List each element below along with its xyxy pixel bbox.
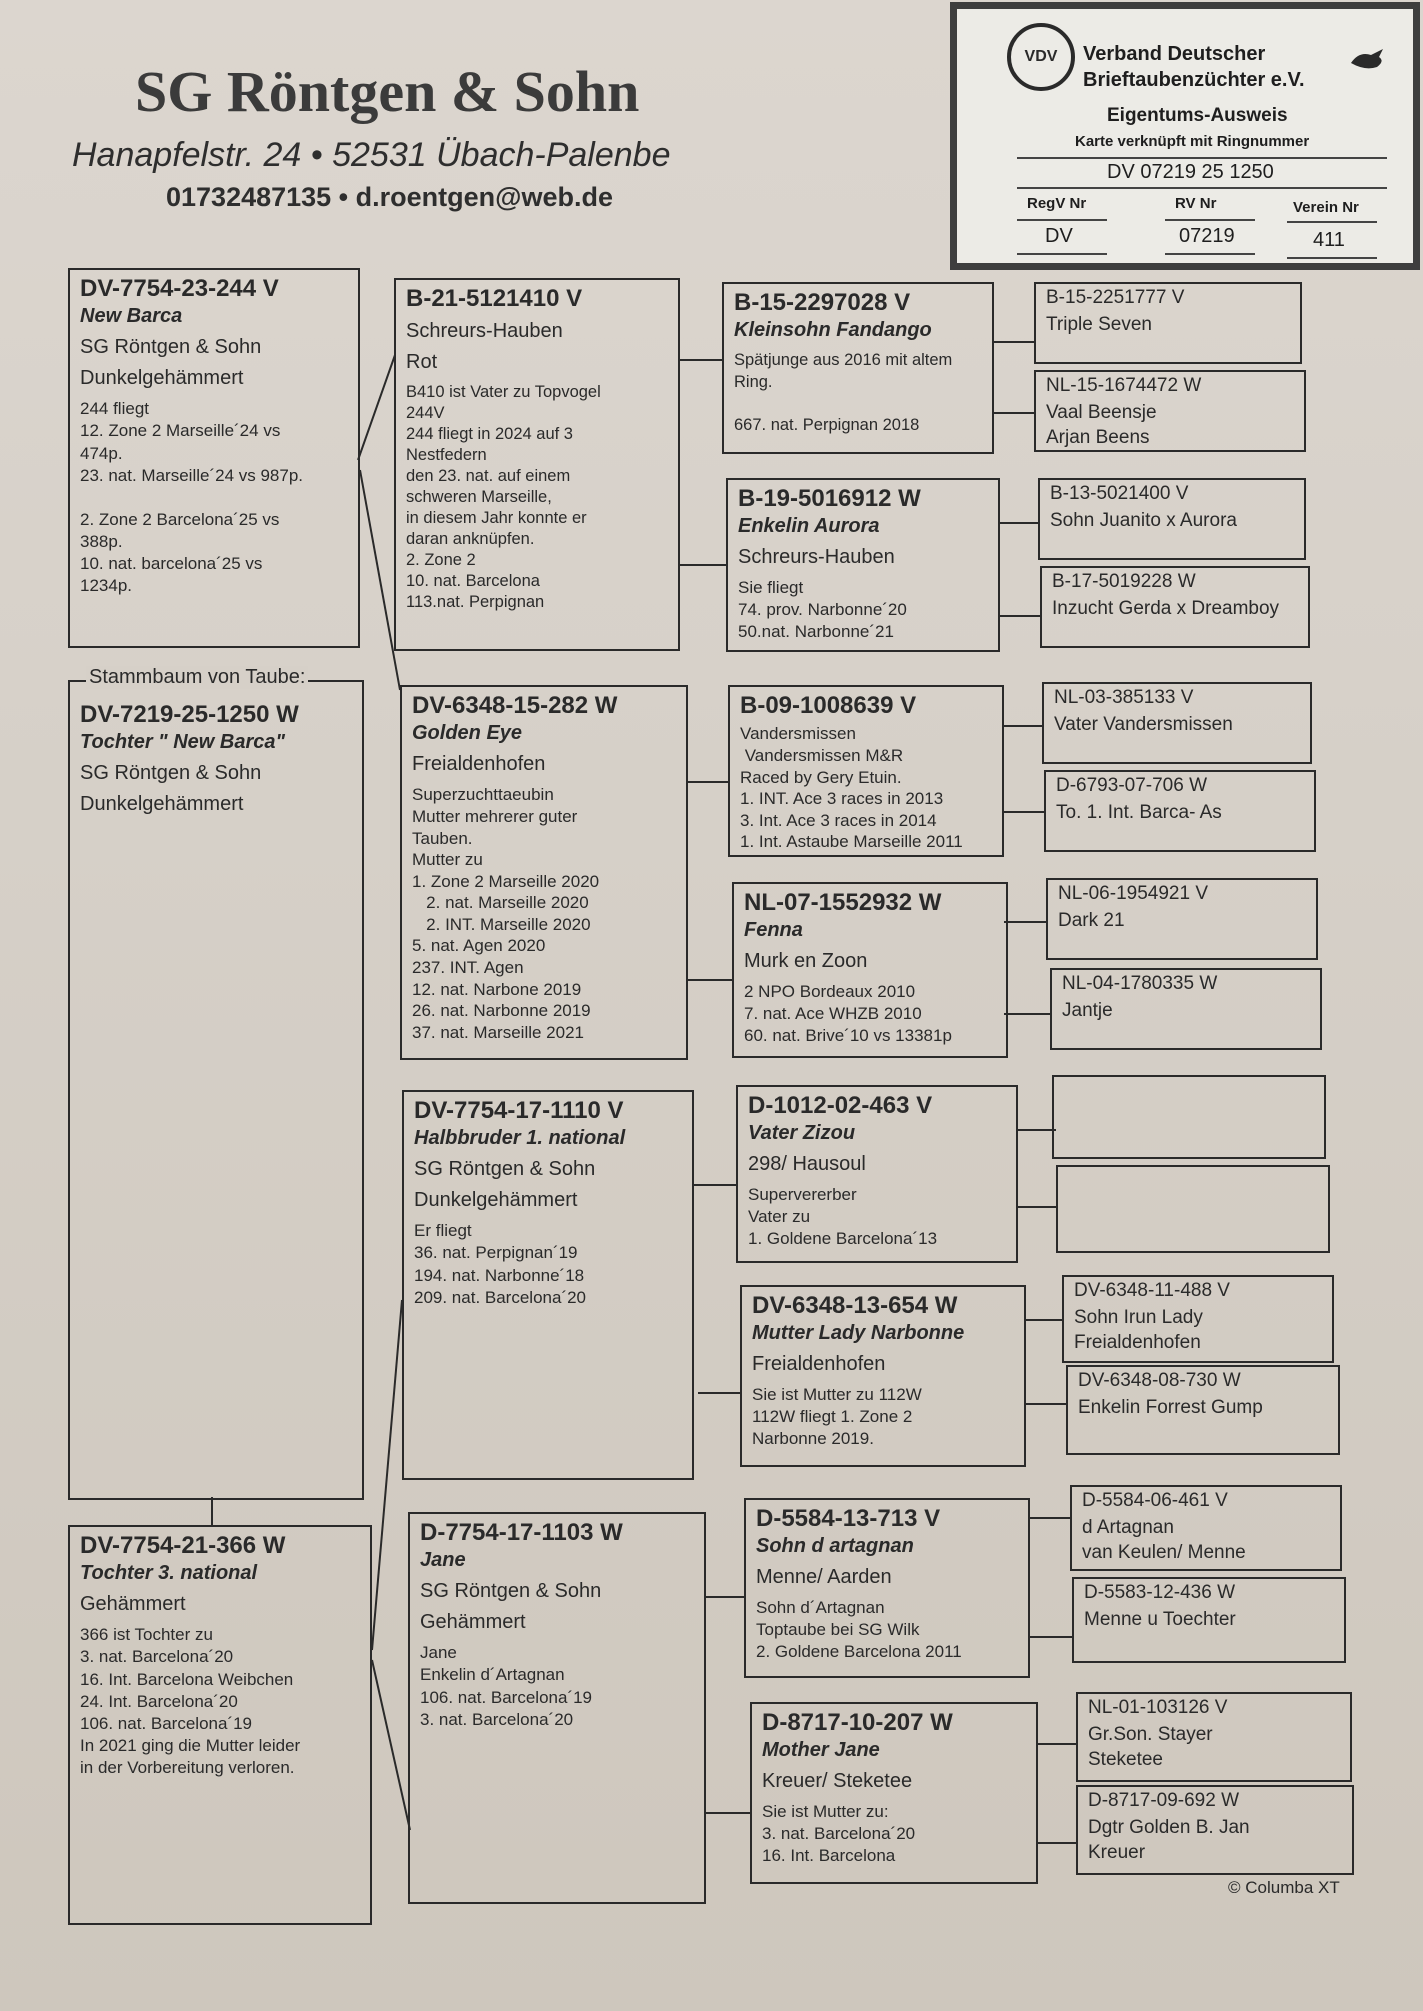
gg-box: [1076, 1692, 1352, 1782]
breeder: SG Röntgen & Sohn: [420, 1580, 602, 1603]
pigeon-name: Jane: [420, 1549, 466, 1572]
performance-info: Sie ist Mutter zu: 3. nat. Barcelona´20 16. Int. Barcelona: [762, 1802, 916, 1865]
gg-box: [1034, 370, 1306, 452]
ring-number: D-8717-09-692 W: [1088, 1790, 1240, 1811]
gg-box: [1050, 968, 1322, 1050]
plumage-color: Dunkelgehämmert: [80, 367, 244, 390]
connector-line: [372, 1660, 410, 1830]
ring-number: NL-01-103126 V: [1088, 1697, 1228, 1718]
performance-info: Sie ist Mutter zu 112W 112W fliegt 1. Zone 2 Narbonne 2019.: [752, 1385, 922, 1448]
ring-number: NL-06-1954921 V: [1058, 883, 1208, 904]
performance-info: 244 fliegt 12. Zone 2 Marseille´24 vs 474p. 23. nat. Marseille´24 vs 987p. 2. Zone 2 Barcelona´25 vs 388p. 10. nat. barcelona´25 vs 1234p.: [80, 399, 304, 596]
gg-box: [1072, 1577, 1346, 1663]
gg-text: Jantje: [1062, 999, 1113, 1021]
fff-box: [722, 282, 994, 454]
gg-box: [1034, 282, 1302, 364]
ring-number: DV-6348-15-282 W: [412, 692, 618, 719]
mfm-box: [740, 1285, 1026, 1467]
ring-number: D-1012-02-463 V: [748, 1092, 933, 1119]
gg-text: Menne u Toechter: [1084, 1608, 1236, 1630]
performance-info: 2 NPO Bordeaux 2010 7. nat. Ace WHZB 2010 60. nat. Brive´10 vs 13381p: [744, 982, 952, 1045]
performance-info: Superzuchttaeubin Mutter mehrerer guter Tauben. Mutter zu 1. Zone 2 Marseille 2020 2. nat. Marseille 2020 2. INT. Marseille 2020 5. nat. Agen 2020 237. INT. Agen 12. nat. Narbone 2019 26. nat. Narbonne 2019 37. nat. Marseille 2021: [412, 785, 600, 1042]
ring-number: DV-6348-13-654 W: [752, 1292, 958, 1319]
fmf-box: [728, 685, 1004, 857]
pigeon-name: Tochter " New Barca": [80, 731, 285, 754]
ff-box: [394, 278, 680, 651]
pigeon-name: Fenna: [744, 919, 803, 942]
breeder: SG Röntgen & Sohn: [80, 762, 262, 785]
gg-text: Sohn Juanito x Aurora: [1050, 509, 1237, 531]
gg-text: Dgtr Golden B. Jan Kreuer: [1088, 1816, 1250, 1863]
gg-box: [1046, 878, 1318, 960]
gg-box: [1038, 478, 1306, 560]
ring-number: DV-7754-21-366 W: [80, 1532, 286, 1559]
stammbaum-label: Stammbaum von Taube:: [86, 666, 308, 689]
ring-number: DV-7754-17-1110 V: [414, 1097, 624, 1124]
plumage-color: Dunkelgehämmert: [414, 1189, 578, 1212]
connector-line: [372, 1300, 402, 1650]
gg-text: d Artagnan van Keulen/ Menne: [1082, 1516, 1246, 1563]
pigeon-name: Kleinsohn Fandango: [734, 319, 932, 342]
pigeon-name: Enkelin Aurora: [738, 515, 880, 538]
gg-text: Triple Seven: [1046, 313, 1152, 335]
performance-info: Er fliegt 36. nat. Perpignan´19 194. nat. Narbonne´18 209. nat. Barcelona´20: [414, 1221, 587, 1307]
breeder: 298/ Hausoul: [748, 1153, 866, 1176]
card-regv-value: DV: [1045, 225, 1073, 247]
performance-info: Sie fliegt 74. prov. Narbonne´20 50.nat. Narbonne´21: [738, 578, 907, 641]
pigeon-name: Sohn d artagnan: [756, 1535, 914, 1558]
gg-text: Gr.Son. Stayer Steketee: [1088, 1723, 1213, 1770]
breeder: Kreuer/ Steketee: [762, 1770, 913, 1793]
gg-box: [1066, 1365, 1340, 1455]
card-regv-label: RegV Nr: [1027, 195, 1087, 212]
gg-box: [1070, 1485, 1342, 1571]
ring-number: DV-7219-25-1250 W: [80, 701, 299, 728]
ring-number: D-5584-06-461 V: [1082, 1490, 1228, 1511]
ring-number: B-09-1008639 V: [740, 692, 917, 719]
pigeon-name: Mother Jane: [762, 1739, 880, 1762]
ring-number: B-21-5121410 V: [406, 285, 583, 312]
performance-info: B410 ist Vater zu Topvogel 244V 244 fliegt in 2024 auf 3 Nestfedern den 23. nat. auf einem schweren Marseille, in diesem Jahr konnte er daran anknüpfen. 2. Zone 2 10. nat. Barcelona 113.nat. Perpignan: [406, 383, 601, 611]
gg-box: [1042, 682, 1312, 764]
performance-info: 366 ist Tochter zu 3. nat. Barcelona´20 16. Int. Barcelona Weibchen 24. Int. Barcelona´20 106. nat. Barcelona´19 In 2021 ging die Mutter leider in der Vorbereitung verloren.: [80, 1625, 301, 1777]
gg-box: [1044, 770, 1316, 852]
pigeon-name: Golden Eye: [412, 722, 523, 745]
plumage-color: Gehämmert: [80, 1593, 186, 1616]
card-verein-value: 411: [1313, 229, 1345, 251]
gg-text: Dark 21: [1058, 909, 1125, 931]
mother-box: [68, 1525, 372, 1925]
plumage-color: Gehämmert: [420, 1611, 526, 1634]
gg-text: Enkelin Forrest Gump: [1078, 1396, 1263, 1418]
pigeon-name: Vater Zizou: [748, 1122, 856, 1145]
loft-address: Hanapfelstr. 24 • 52531 Übach-Palenbe: [72, 136, 671, 174]
subject-box: [68, 680, 364, 1500]
loft-name: SG Röntgen & Sohn: [135, 59, 640, 124]
gg-box-empty: [1052, 1075, 1326, 1159]
ring-number: NL-07-1552932 W: [744, 889, 942, 916]
plumage-color: Rot: [406, 351, 438, 374]
ring-number: B-15-2251777 V: [1046, 287, 1185, 308]
ring-number: NL-04-1780335 W: [1062, 973, 1218, 994]
gg-text: To. 1. Int. Barca- As: [1056, 801, 1222, 823]
card-subtitle: Karte verknüpft mit Ringnummer: [1075, 133, 1310, 150]
breeder: Schreurs-Hauben: [406, 320, 563, 343]
performance-info: Spätjunge aus 2016 mit altem Ring. 667. nat. Perpignan 2018: [734, 351, 953, 434]
card-rv-value: 07219: [1179, 225, 1235, 247]
father-box: [68, 268, 360, 648]
pigeon-name: Mutter Lady Narbonne: [752, 1322, 965, 1345]
card-verein-label: Verein Nr: [1293, 199, 1359, 216]
performance-info: Sohn d´Artagnan Toptaube bei SG Wilk 2. Goldene Barcelona 2011: [756, 1598, 962, 1661]
ring-number: D-5583-12-436 W: [1084, 1582, 1236, 1603]
plumage-color: Dunkelgehämmert: [80, 793, 244, 816]
vdv-logo-icon: VDV: [1007, 23, 1075, 91]
gg-box-empty: [1056, 1165, 1330, 1253]
ring-number: NL-15-1674472 W: [1046, 375, 1202, 396]
gg-text: Sohn Irun Lady Freialdenhofen: [1074, 1306, 1203, 1353]
mm-box: [408, 1512, 706, 1904]
pigeon-name: New Barca: [80, 305, 183, 328]
breeder: Schreurs-Hauben: [738, 546, 895, 569]
gg-text: Vaal Beensje Arjan Beens: [1046, 401, 1157, 448]
card-org-line2: Brieftaubenzüchter e.V.: [1083, 69, 1305, 91]
breeder: Freialdenhofen: [412, 753, 546, 776]
fm-box: [400, 685, 688, 1060]
ring-number: D-6793-07-706 W: [1056, 775, 1208, 796]
gg-box: [1076, 1785, 1354, 1875]
loft-contact: 01732487135 • d.roentgen@web.de: [166, 182, 613, 212]
ring-number: NL-03-385133 V: [1054, 687, 1194, 708]
ring-number: D-5584-13-713 V: [756, 1505, 941, 1532]
connector-line: [358, 355, 395, 460]
mmm-box: [750, 1702, 1038, 1884]
performance-info: Vandersmissen Vandersmissen M&R Raced by Gery Etuin. 1. INT. Ace 3 races in 2013 3. Int. Ace 3 races in 2014 1. Int. Astaube Marseille 2011: [740, 724, 963, 852]
ring-number: B-15-2297028 V: [734, 289, 911, 316]
mff-box: [736, 1085, 1018, 1263]
mf-box: [402, 1090, 694, 1480]
breeder: Murk en Zoon: [744, 950, 868, 973]
mmf-box: [744, 1498, 1030, 1678]
fmm-box: [732, 882, 1008, 1058]
card-org-line1: Verband Deutscher: [1083, 43, 1266, 65]
performance-info: Supervererber Vater zu 1. Goldene Barcelona´13: [748, 1185, 938, 1248]
ring-number: B-17-5019228 W: [1052, 571, 1196, 592]
ring-number: B-13-5021400 V: [1050, 483, 1189, 504]
card-rv-label: RV Nr: [1175, 195, 1217, 212]
gg-box: [1062, 1275, 1334, 1363]
card-title: Eigentums-Ausweis: [1107, 105, 1288, 126]
ffm-box: [726, 478, 1000, 652]
breeder: SG Röntgen & Sohn: [80, 336, 262, 359]
pigeon-name: Tochter 3. national: [80, 1562, 258, 1585]
gg-text: Inzucht Gerda x Dreamboy: [1052, 597, 1280, 619]
breeder: SG Röntgen & Sohn: [414, 1158, 596, 1181]
gg-box: [1040, 566, 1310, 648]
breeder: Menne/ Aarden: [756, 1566, 892, 1589]
ring-number: B-19-5016912 W: [738, 485, 921, 512]
performance-info: Jane Enkelin d´Artagnan 106. nat. Barcelona´19 3. nat. Barcelona´20: [420, 1643, 593, 1729]
pigeon-name: Halbbruder 1. national: [414, 1127, 626, 1150]
card-ring-number: DV 07219 25 1250: [1107, 161, 1274, 183]
ring-number: DV-6348-11-488 V: [1074, 1280, 1230, 1301]
breeder: Freialdenhofen: [752, 1353, 886, 1376]
ring-number: D-8717-10-207 W: [762, 1709, 953, 1736]
gg-text: Vater Vandersmissen: [1054, 713, 1233, 735]
copyright: © Columba XT: [1228, 1878, 1340, 1897]
ring-number: DV-6348-08-730 W: [1078, 1370, 1241, 1391]
ring-number: DV-7754-23-244 V: [80, 275, 279, 302]
ring-number: D-7754-17-1103 W: [420, 1519, 623, 1546]
